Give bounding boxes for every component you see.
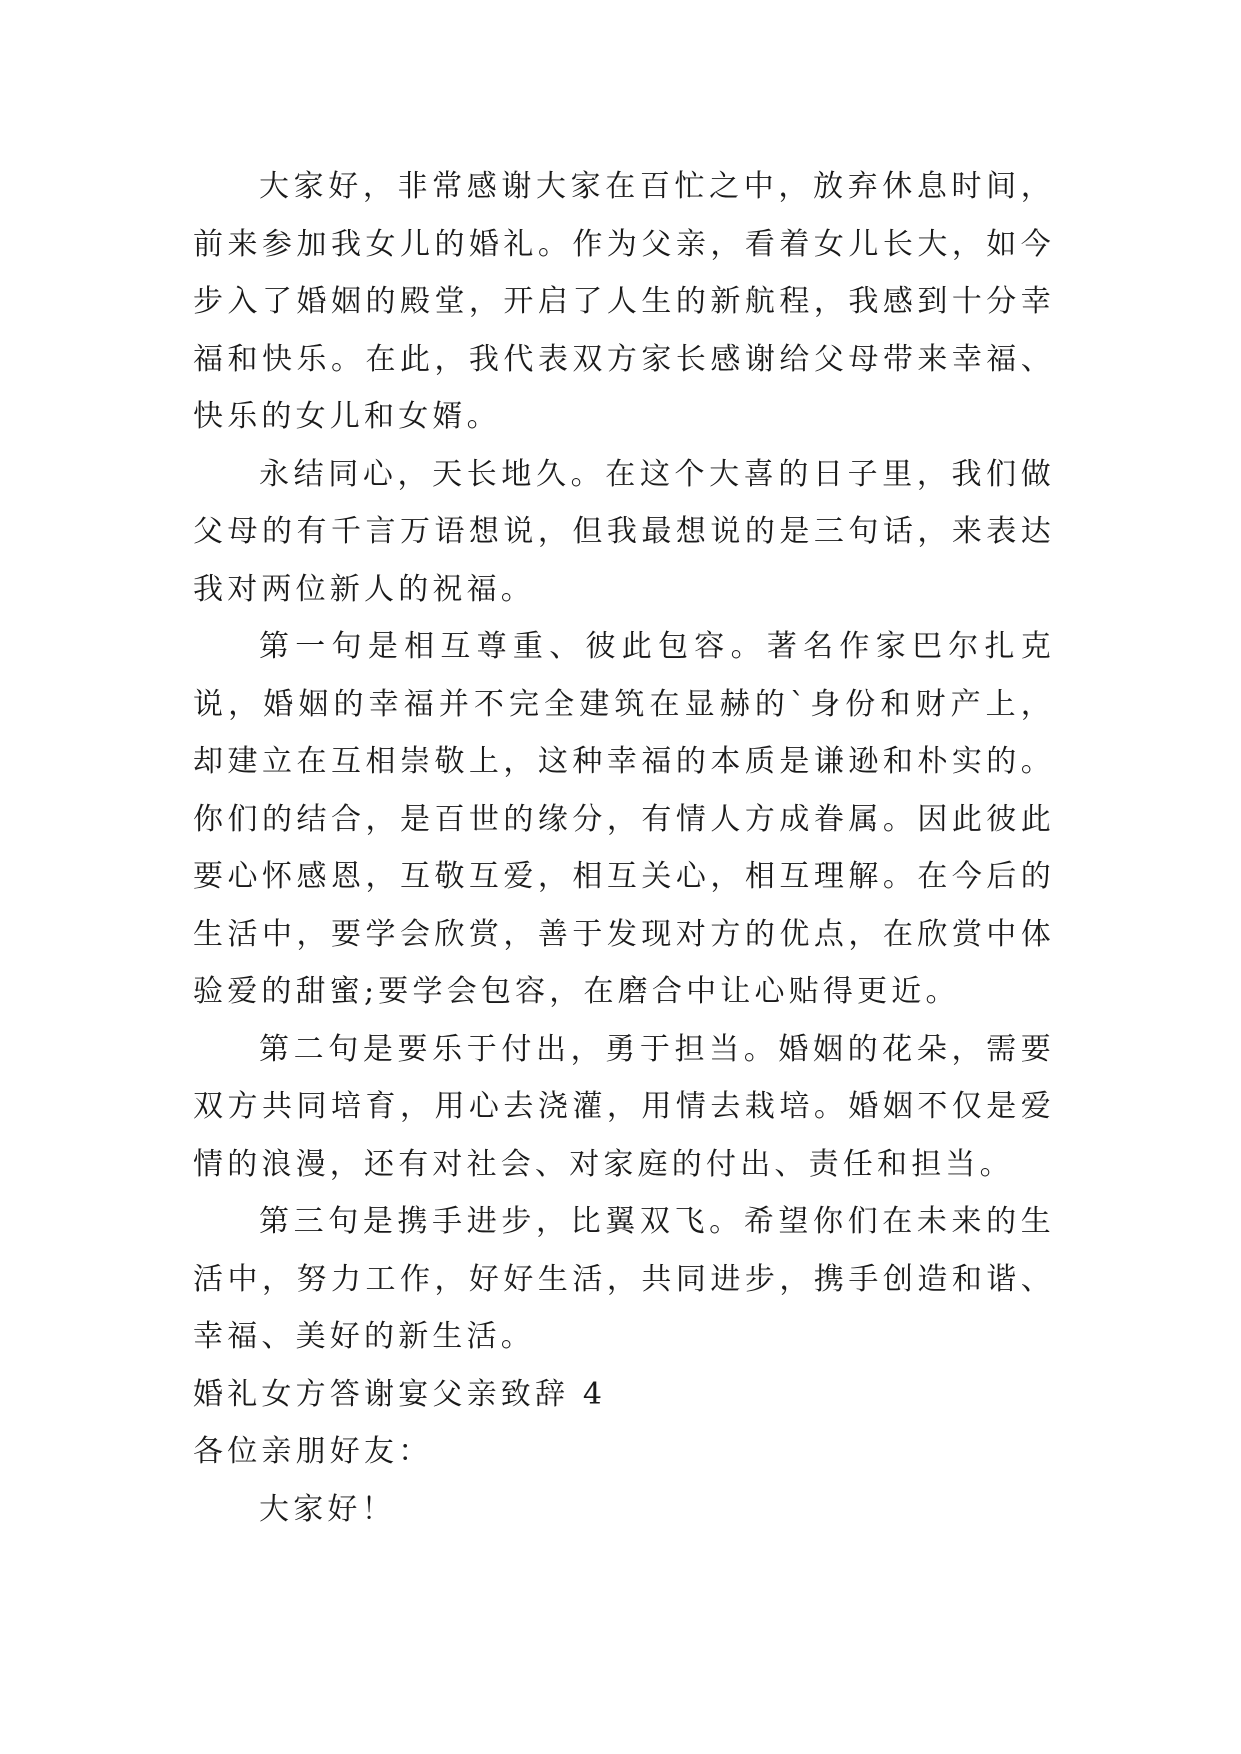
salutation: 各位亲朋好友： [193, 1434, 433, 1469]
document-page [193, 158, 1055, 1538]
greeting: 大家好！ [259, 1491, 396, 1527]
paragraph-3: 第一句是相互尊重、彼此包容。著名作家巴尔扎克说，婚姻的幸福并不完全建筑在显赫的`身份和财产上，却建立在互相崇敬上，这种幸福的本质是谦逊和朴实的。你们的结合，是百世的缘分，有情人方成眷属。因此彼此要心怀感恩，互敬互爱，相互关心，相互理解。在今后的生活中，要学会欣赏，善于发现对方的优点，在欣赏中体验爱的甜蜜;要学会包容，在磨合中让心贴得更近。 [193, 629, 1055, 1009]
paragraph-4: 第二句是要乐于付出，勇于担当。婚姻的花朵，需要双方共同培育，用心去浇灌，用情去栽培。婚姻不仅是爱情的浪漫，还有对社会、对家庭的付出、责任和担当。 [193, 1031, 1055, 1182]
paragraph-1: 大家好，非常感谢大家在百忙之中，放弃休息时间，前来参加我女儿的婚礼。作为父亲，看着女儿长大，如今步入了婚姻的殿堂，开启了人生的新航程，我感到十分幸福和快乐。在此，我代表双方家长感谢给父母带来幸福、快乐的女儿和女婿。 [193, 169, 1055, 434]
section-title: 婚礼女方答谢宴父亲致辞 4 [193, 1376, 607, 1412]
paragraph-5: 第三句是携手进步，比翼双飞。希望你们在未来的生活中，努力工作，好好生活，共同进步，携手创造和谐、幸福、美好的新生活。 [193, 1204, 1055, 1354]
paragraph-2: 永结同心，天长地久。在这个大喜的日子里，我们做父母的有千言万语想说，但我最想说的是三句话，来表达我对两位新人的祝福。 [193, 456, 1055, 607]
